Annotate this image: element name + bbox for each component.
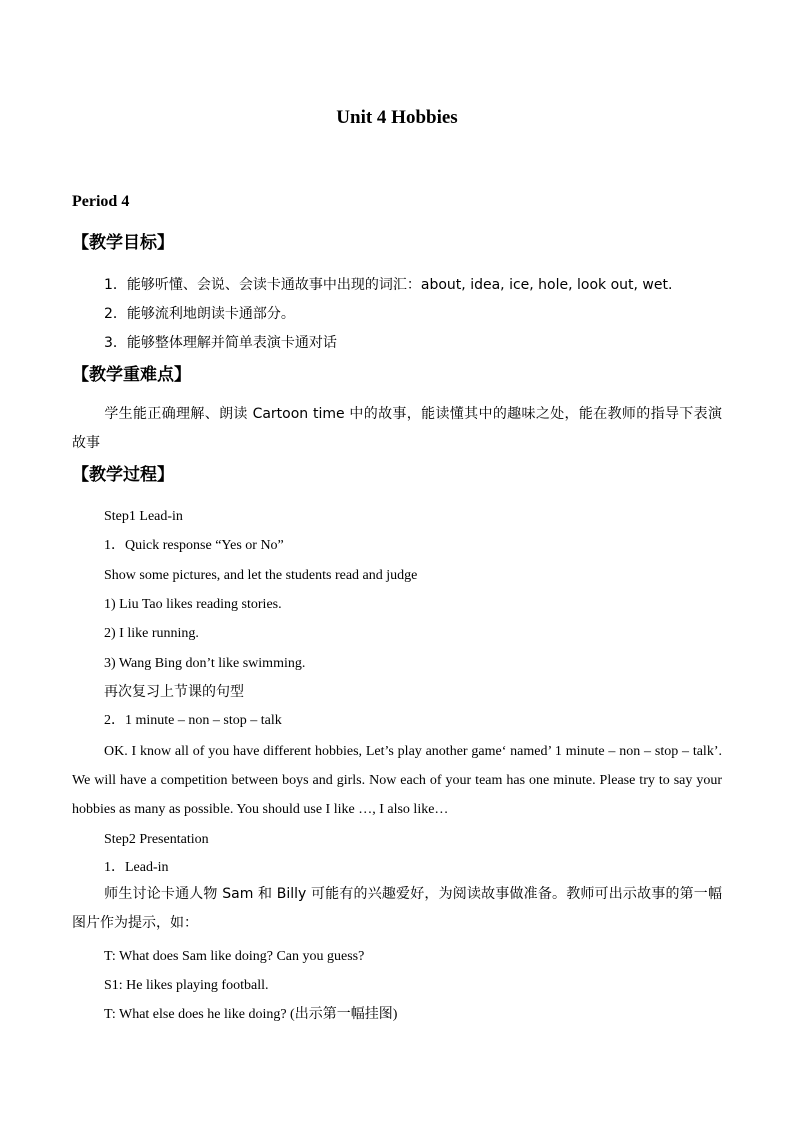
- discussion-paragraph-text: 师生讨论卡通人物 Sam 和 Billy 可能有的兴趣爱好，为阅读故事做准备。教师可出示故事的第一幅图片作为提示，如：: [72, 886, 722, 931]
- judge-item-3: 3) Wang Bing don’t like swimming.: [104, 656, 306, 671]
- step2-label: Step2 Presentation: [104, 832, 209, 847]
- step1-item-2: 2．1 minute – non – stop – talk: [104, 713, 282, 728]
- game-paragraph: [72, 737, 722, 824]
- discussion-paragraph: [72, 880, 722, 938]
- step2-item-1: 1．Lead-in: [104, 860, 169, 875]
- key-points-text: 学生能正确理解、朗读 Cartoon time 中的故事，能读懂其中的趣味之处，能在教师的指导下表演故事: [72, 406, 722, 451]
- key-points-paragraph: [72, 400, 722, 458]
- dialogue-line-2: S1: He likes playing football.: [104, 978, 269, 993]
- objectives-heading: 【教学目标】: [72, 233, 174, 253]
- objective-item-2: 2．能够流利地朗读卡通部分。: [104, 306, 295, 322]
- document-title: Unit 4 Hobbies: [336, 107, 458, 128]
- objective-item-1: 1．能够听懂、会说、会读卡通故事中出现的词汇：about, idea, ice, hole, look out, wet.: [104, 277, 673, 293]
- key-points-heading: 【教学重难点】: [72, 365, 191, 385]
- period-label: Period 4: [72, 193, 130, 210]
- show-pictures-text: Show some pictures, and let the students read and judge: [104, 568, 418, 583]
- step1-label: Step1 Lead-in: [104, 509, 183, 524]
- review-text: 再次复习上节课的句型: [104, 684, 244, 700]
- step1-item-1: 1．Quick response “Yes or No”: [104, 538, 284, 553]
- process-heading: 【教学过程】: [72, 465, 174, 485]
- objective-item-3: 3．能够整体理解并简单表演卡通对话: [104, 335, 337, 351]
- judge-item-1: 1) Liu Tao likes reading stories.: [104, 597, 282, 612]
- dialogue-line-3: T: What else does he like doing? (出示第一幅挂图): [104, 1007, 398, 1022]
- dialogue-line-1: T: What does Sam like doing? Can you guess?: [104, 949, 365, 964]
- game-paragraph-text: OK. I know all of you have different hobbies, Let’s play another game‘ named’ 1 minute – non – stop – talk’. We will have a competition between boys and girls. Now each of your team has one minute. Please try to say your hobbies as many as possible. You should use I like …, I also like…: [72, 744, 722, 817]
- judge-item-2: 2) I like running.: [104, 626, 199, 641]
